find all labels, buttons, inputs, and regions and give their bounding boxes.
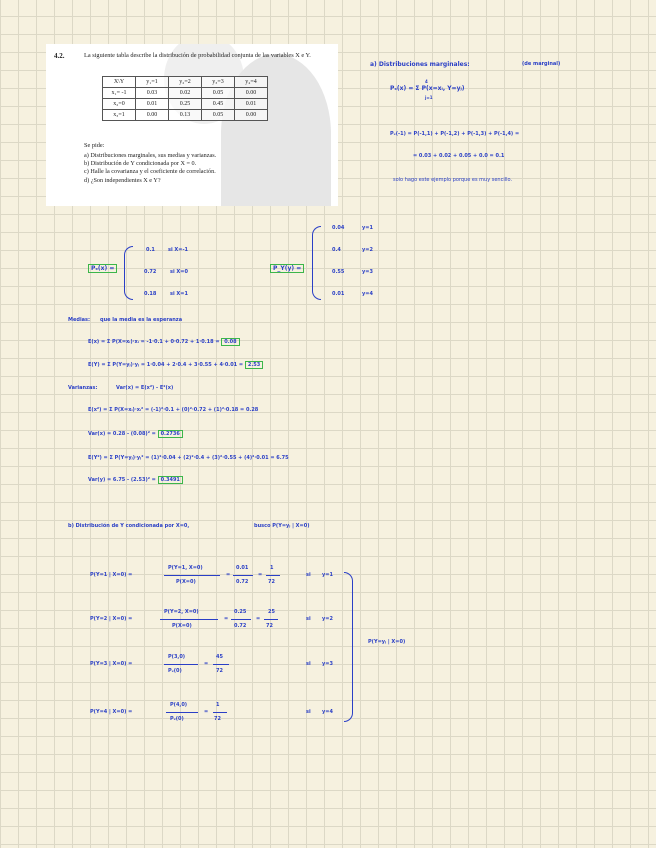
py-condition: y=3 <box>362 269 373 275</box>
medias-text: que la media es la esperanza <box>100 317 183 323</box>
py-condition: y=1 <box>362 225 373 231</box>
cond-denominator: Pₓ(0) <box>170 716 184 722</box>
px-label-box: Pₓ(x) = <box>88 264 117 273</box>
equals-sign: = <box>224 616 229 622</box>
px-value: 0.72 <box>144 269 157 275</box>
px-calc-line2: = 0.03 + 0.02 + 0.05 + 0.0 = 0.1 <box>413 153 505 159</box>
table-cell: 0.01 <box>136 99 169 110</box>
section-b-title: b) Distribución de Y condicionada por X=0, <box>68 523 190 529</box>
cond-den-value: 0.72 <box>236 579 249 585</box>
cond-si: si <box>306 709 311 715</box>
varx-result: 0.2736 <box>158 430 183 438</box>
px-label <box>88 266 117 272</box>
cond-den-value: 72 <box>214 716 221 722</box>
conditional-brace <box>344 572 353 722</box>
table-row <box>103 88 268 99</box>
ex2-line: E(x²) = Σ P(X=xᵢ)·xᵢ² = (-1)²·0.1 + (0)²·0.72 + (1)²·0.18 = 0.28 <box>88 407 259 413</box>
cond-num-value: 45 <box>216 654 223 660</box>
fraction-bar <box>164 575 220 576</box>
vary-result: 0.3491 <box>158 476 183 484</box>
table-cell: 0.01 <box>235 99 268 110</box>
problem-statement: La siguiente tabla describe la distribución de probabilidad conjunta de las variables X e Y. <box>84 52 311 59</box>
medias-title: Medias: <box>68 317 91 323</box>
list-item: c) Halle la covarianza y el coeficiente de correlación. <box>84 168 216 176</box>
cond-lhs: P(Y=3 | X=0) = <box>90 661 133 667</box>
section-a-hint: (de marginal) <box>522 61 561 67</box>
table-cell: 0.05 <box>202 88 235 99</box>
table-header-cell: y₂=2 <box>169 77 202 88</box>
px-definition: Pₓ(x) = Σ P(x=xᵢ, Y=yⱼ) <box>390 85 465 92</box>
py-value: 0.4 <box>332 247 341 253</box>
fraction-bar <box>164 664 198 665</box>
py-value: 0.01 <box>332 291 345 297</box>
cond-numerator: P(3,0) <box>168 654 186 660</box>
cond-den-simplified: 72 <box>266 623 273 629</box>
cond-y: y=4 <box>322 709 333 715</box>
table-cell: 0.05 <box>202 110 235 121</box>
py-brace <box>312 226 321 300</box>
ex-result: 0.08 <box>221 338 239 346</box>
cond-lhs: P(Y=4 | X=0) = <box>90 709 133 715</box>
table-header-cell: y₃=3 <box>202 77 235 88</box>
varx-expression: Var(x) = 0.28 - (0.08)² = <box>88 431 156 437</box>
cond-den-value: 72 <box>216 668 223 674</box>
vary-line <box>88 478 183 483</box>
fraction-bar <box>264 619 278 620</box>
py-value: 0.04 <box>332 225 345 231</box>
cond-y: y=1 <box>322 572 333 578</box>
table-cell: 0.02 <box>169 88 202 99</box>
cond-num-value: 0.01 <box>236 565 249 571</box>
fraction-bar <box>231 619 251 620</box>
cond-num-simplified: 25 <box>268 609 275 615</box>
cond-numerator: P(Y=1, X=0) <box>168 565 203 571</box>
cond-num-simplified: 1 <box>270 565 274 571</box>
fraction-bar <box>233 575 253 576</box>
list-item: d) ¿Son independientes X e Y? <box>84 176 161 184</box>
cond-num-value: 0.25 <box>234 609 247 615</box>
py-condition: y=4 <box>362 291 373 297</box>
ey2-line: E(Y²) = Σ P(Y=yⱼ)·yⱼ² = (1)²·0.04 + (2)²·0.4 + (3)²·0.55 + (4)²·0.01 = 6.75 <box>88 455 289 461</box>
fraction-bar <box>160 619 218 620</box>
cond-den-simplified: 72 <box>268 579 275 585</box>
table-header-cell: y₄=4 <box>235 77 268 88</box>
table-cell: 0.00 <box>235 110 268 121</box>
cond-y: y=3 <box>322 661 333 667</box>
vary-expression: Var(y) = 6.75 - (2.53)² = <box>88 477 156 483</box>
cond-num-value: 1 <box>216 702 220 708</box>
py-condition: y=2 <box>362 247 373 253</box>
py-label-box: P_Y(y) = <box>270 264 304 273</box>
equals-sign: = <box>204 709 209 715</box>
px-condition: si X=0 <box>170 269 188 275</box>
problem-number: 4.2. <box>54 52 65 60</box>
table-cell: 0.45 <box>202 99 235 110</box>
ex-expression: E(x) = Σ P(X=xᵢ)·xᵢ = -1·0.1 + 0·0.72 + 1·0.18 = <box>88 339 220 345</box>
ask-label: Se pide: <box>84 142 105 149</box>
table-cell: 0.25 <box>169 99 202 110</box>
table-cell: x₂=0 <box>103 99 136 110</box>
section-a-title: a) Distribuciones marginales: <box>370 61 470 68</box>
ask-list <box>84 152 216 185</box>
px-brace <box>124 246 133 300</box>
px-condition: si X=1 <box>170 291 188 297</box>
cond-numerator: P(Y=2, X=0) <box>164 609 199 615</box>
table-cell: 0.13 <box>169 110 202 121</box>
equals-sign: = <box>258 572 263 578</box>
ey-line <box>88 363 263 368</box>
cond-denominator: Pₓ(0) <box>168 668 182 674</box>
table-row <box>103 99 268 110</box>
table-header-row <box>103 77 268 88</box>
section-b-hint: busco P(Y=yⱼ | X=0) <box>254 523 310 529</box>
px-sum-top: 4 <box>425 79 428 84</box>
var-definition: Var(x) = E(x²) - E²(x) <box>116 385 174 391</box>
fraction-bar <box>213 664 229 665</box>
probability-table <box>102 76 268 121</box>
cond-lhs: P(Y=1 | X=0) = <box>90 572 133 578</box>
fraction-bar <box>213 712 227 713</box>
cond-denominator: P(X=0) <box>176 579 196 585</box>
fraction-bar <box>166 712 198 713</box>
fraction-bar <box>266 575 280 576</box>
px-value: 0.18 <box>144 291 157 297</box>
table-cell: 0.00 <box>136 110 169 121</box>
conditional-label: P(Y=yⱼ | X=0) <box>368 639 406 645</box>
cond-denominator: P(X=0) <box>172 623 192 629</box>
list-item: b) Distribución de Y condicionada por X = 0. <box>84 160 197 168</box>
var-title: Varianzas: <box>68 385 98 391</box>
table-cell: 0.00 <box>235 88 268 99</box>
cond-den-value: 0.72 <box>234 623 247 629</box>
cond-y: y=2 <box>322 616 333 622</box>
px-condition: si X=-1 <box>168 247 189 253</box>
table-cell: x₁= -1 <box>103 88 136 99</box>
table-header-cell: X\Y <box>103 77 136 88</box>
cond-lhs: P(Y=2 | X=0) = <box>90 616 133 622</box>
cond-si: si <box>306 661 311 667</box>
px-calc-line1: Pₓ(-1) = P(-1,1) + P(-1,2) + P(-1,3) + P(-1,4) = <box>390 131 520 137</box>
px-value: 0.1 <box>146 247 155 253</box>
equals-sign: = <box>226 572 231 578</box>
px-sum-bottom: j=1 <box>425 95 433 100</box>
table-cell: x₃=1 <box>103 110 136 121</box>
table-header-cell: y₁=1 <box>136 77 169 88</box>
equals-sign: = <box>204 661 209 667</box>
px-note: solo hago este ejemplo porque es muy sencillo. <box>393 177 513 183</box>
varx-line <box>88 432 183 437</box>
table-row <box>103 110 268 121</box>
py-value: 0.55 <box>332 269 345 275</box>
cond-numerator: P(4,0) <box>170 702 188 708</box>
ey-expression: E(Y) = Σ P(Y=yⱼ)·yⱼ = 1·0.04 + 2·0.4 + 3·0.55 + 4·0.01 = <box>88 362 244 368</box>
ey-result: 2.53 <box>245 361 263 369</box>
ex-line <box>88 340 240 345</box>
equals-sign: = <box>256 616 261 622</box>
list-item: a) Distribuciones marginales, sus medias y varianzas. <box>84 152 217 159</box>
cond-si: si <box>306 572 311 578</box>
cond-si: si <box>306 616 311 622</box>
py-label <box>270 266 304 272</box>
table-cell: 0.03 <box>136 88 169 99</box>
problem-card <box>46 44 338 206</box>
